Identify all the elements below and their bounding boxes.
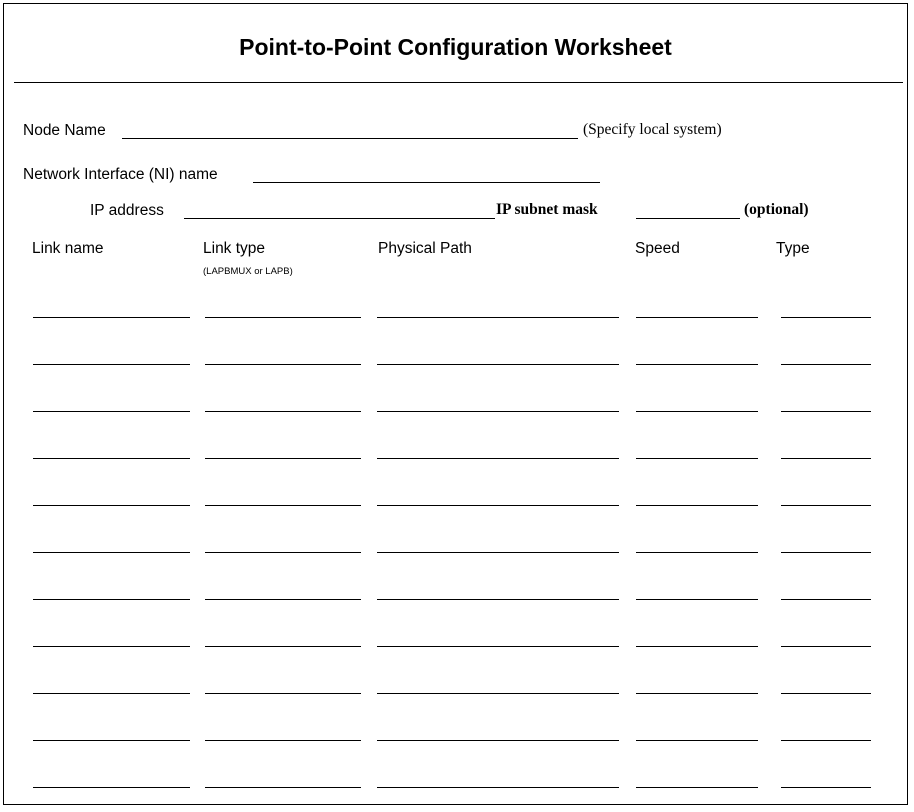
node-name-label: Node Name	[23, 122, 106, 139]
col-header-speed: Speed	[635, 240, 680, 257]
row-field-speed[interactable]	[636, 787, 758, 788]
col-subheader-link-type: (LAPBMUX or LAPB)	[203, 266, 293, 277]
row-field-physical-path[interactable]	[377, 411, 619, 412]
row-field-type[interactable]	[781, 693, 871, 694]
row-field-speed[interactable]	[636, 458, 758, 459]
row-field-link-type[interactable]	[205, 599, 361, 600]
table-row	[4, 693, 907, 695]
table-row	[4, 740, 907, 742]
ip-optional-note: (optional)	[744, 201, 809, 218]
row-field-link-name[interactable]	[33, 740, 190, 741]
row-field-link-type[interactable]	[205, 411, 361, 412]
col-header-physical-path: Physical Path	[378, 240, 472, 257]
row-field-link-type[interactable]	[205, 740, 361, 741]
row-field-speed[interactable]	[636, 740, 758, 741]
row-field-link-name[interactable]	[33, 599, 190, 600]
node-name-note: (Specify local system)	[583, 121, 722, 138]
table-row	[4, 646, 907, 648]
row-field-link-name[interactable]	[33, 693, 190, 694]
row-field-type[interactable]	[781, 411, 871, 412]
row-field-link-type[interactable]	[205, 552, 361, 553]
row-field-speed[interactable]	[636, 505, 758, 506]
row-field-link-type[interactable]	[205, 693, 361, 694]
row-field-link-name[interactable]	[33, 317, 190, 318]
row-field-physical-path[interactable]	[377, 364, 619, 365]
row-field-speed[interactable]	[636, 599, 758, 600]
row-field-type[interactable]	[781, 646, 871, 647]
row-field-physical-path[interactable]	[377, 740, 619, 741]
table-row	[4, 458, 907, 460]
row-field-type[interactable]	[781, 458, 871, 459]
row-field-physical-path[interactable]	[377, 646, 619, 647]
row-field-link-type[interactable]	[205, 505, 361, 506]
row-field-physical-path[interactable]	[377, 787, 619, 788]
col-header-link-type: Link type	[203, 240, 266, 257]
row-field-type[interactable]	[781, 740, 871, 741]
table-row	[4, 317, 907, 319]
worksheet-title: Point-to-Point Configuration Worksheet	[239, 34, 672, 60]
row-field-physical-path[interactable]	[377, 458, 619, 459]
table-row	[4, 411, 907, 413]
row-field-speed[interactable]	[636, 646, 758, 647]
col-header-type: Type	[776, 240, 810, 257]
row-field-link-type[interactable]	[205, 317, 361, 318]
row-field-type[interactable]	[781, 505, 871, 506]
row-field-link-type[interactable]	[205, 364, 361, 365]
row-field-physical-path[interactable]	[377, 599, 619, 600]
row-field-speed[interactable]	[636, 364, 758, 365]
table-row	[4, 364, 907, 366]
row-field-link-name[interactable]	[33, 646, 190, 647]
row-field-type[interactable]	[781, 599, 871, 600]
row-field-type[interactable]	[781, 364, 871, 365]
table-row	[4, 505, 907, 507]
row-field-type[interactable]	[781, 317, 871, 318]
row-field-type[interactable]	[781, 552, 871, 553]
row-field-speed[interactable]	[636, 411, 758, 412]
row-field-type[interactable]	[781, 787, 871, 788]
row-field-link-name[interactable]	[33, 364, 190, 365]
col-header-link-name: Link name	[32, 240, 104, 257]
ip-address-label: IP address	[90, 202, 164, 219]
row-field-physical-path[interactable]	[377, 693, 619, 694]
row-field-link-type[interactable]	[205, 458, 361, 459]
worksheet	[3, 3, 908, 805]
network-interface-label: Network Interface (NI) name	[23, 166, 218, 183]
row-field-physical-path[interactable]	[377, 505, 619, 506]
row-field-speed[interactable]	[636, 693, 758, 694]
worksheet-rows	[4, 4, 907, 804]
row-field-link-name[interactable]	[33, 458, 190, 459]
row-field-physical-path[interactable]	[377, 552, 619, 553]
ip-subnet-mask-label: IP subnet mask	[496, 201, 598, 218]
row-field-speed[interactable]	[636, 317, 758, 318]
row-field-link-name[interactable]	[33, 411, 190, 412]
row-field-link-type[interactable]	[205, 787, 361, 788]
row-field-physical-path[interactable]	[377, 317, 619, 318]
table-row	[4, 552, 907, 554]
row-field-link-name[interactable]	[33, 505, 190, 506]
row-field-link-name[interactable]	[33, 552, 190, 553]
table-row	[4, 599, 907, 601]
row-field-link-name[interactable]	[33, 787, 190, 788]
row-field-speed[interactable]	[636, 552, 758, 553]
table-row	[4, 787, 907, 789]
row-field-link-type[interactable]	[205, 646, 361, 647]
